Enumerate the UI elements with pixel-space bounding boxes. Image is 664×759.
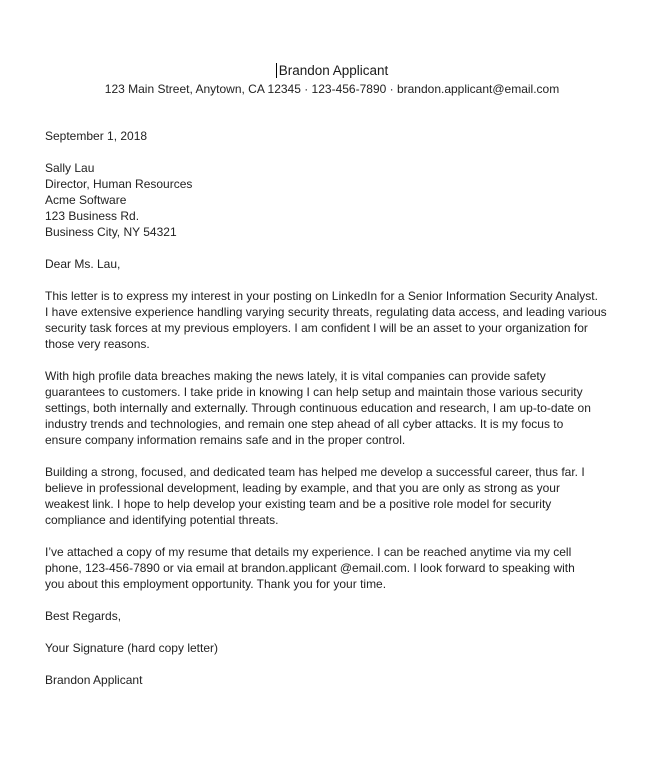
paragraph-line: industry trends and technologies, and remain one step ahead of all cyber attacks. It is my focus to [45,417,564,431]
paragraph-3 [45,464,620,528]
paragraph-line: This letter is to express my interest in your posting on LinkedIn for a Senior Information Security Analyst. [45,289,598,303]
paragraph-line: compliance and identifying potential threats. [45,513,279,527]
paragraph-2 [45,368,620,448]
paragraph-line: weakest link. I hope to help develop your existing team and be a positive role model for security [45,497,552,511]
sender-name-line[interactable] [276,62,389,79]
recipient-block [45,160,620,240]
paragraph-line: you about this employment opportunity. Thank you for your time. [45,577,387,591]
recipient-city: Business City, NY 54321 [45,225,177,239]
salutation: Dear Ms. Lau, [45,257,121,271]
closing: Best Regards, [45,609,122,623]
paragraph-line: ensure company information remains safe and in the proper control. [45,433,406,447]
paragraph-line: security task forces at my previous employers. I am confident I will be an asset to your organization for [45,321,588,335]
letter-date: September 1, 2018 [45,129,148,143]
letter-header [0,62,664,97]
recipient-company: Acme Software [45,193,127,207]
paragraph-line: settings, both internally and externally. Through continuous education and research, I am up-to-date on [45,401,591,415]
recipient-street: 123 Business Rd. [45,209,140,223]
sender-contact: 123 Main Street, Anytown, CA 12345 · 123-456-7890 · brandon.applicant@email.com [104,82,560,96]
paragraph-line: Building a strong, focused, and dedicated team has helped me develop a successful career, thus far. I [45,465,585,479]
paragraph-line: phone, 123-456-7890 or via email at brandon.applicant @email.com. I look forward to speaking with [45,561,575,575]
text-cursor [276,63,277,78]
sender-name: Brandon Applicant [278,63,389,78]
letter-body [45,128,620,688]
paragraph-1 [45,288,620,352]
paragraph-4 [45,544,620,592]
recipient-name: Sally Lau [45,161,95,175]
signed-name: Brandon Applicant [45,673,143,687]
paragraph-line: I’ve attached a copy of my resume that details my experience. I can be reached anytime via my cell [45,545,572,559]
paragraph-line: those very reasons. [45,337,150,351]
paragraph-line: guarantees to customers. I take pride in knowing I can help setup and maintain those various security [45,385,583,399]
recipient-title: Director, Human Resources [45,177,193,191]
paragraph-line: With high profile data breaches making the news lately, it is vital companies can provide safety [45,369,546,383]
signature-note: Your Signature (hard copy letter) [45,641,218,655]
paragraph-line: I have extensive experience handling varying security threats, regulating data access, and leading various [45,305,607,319]
paragraph-line: believe in professional development, leading by example, and that you are only as strong as your [45,481,560,495]
